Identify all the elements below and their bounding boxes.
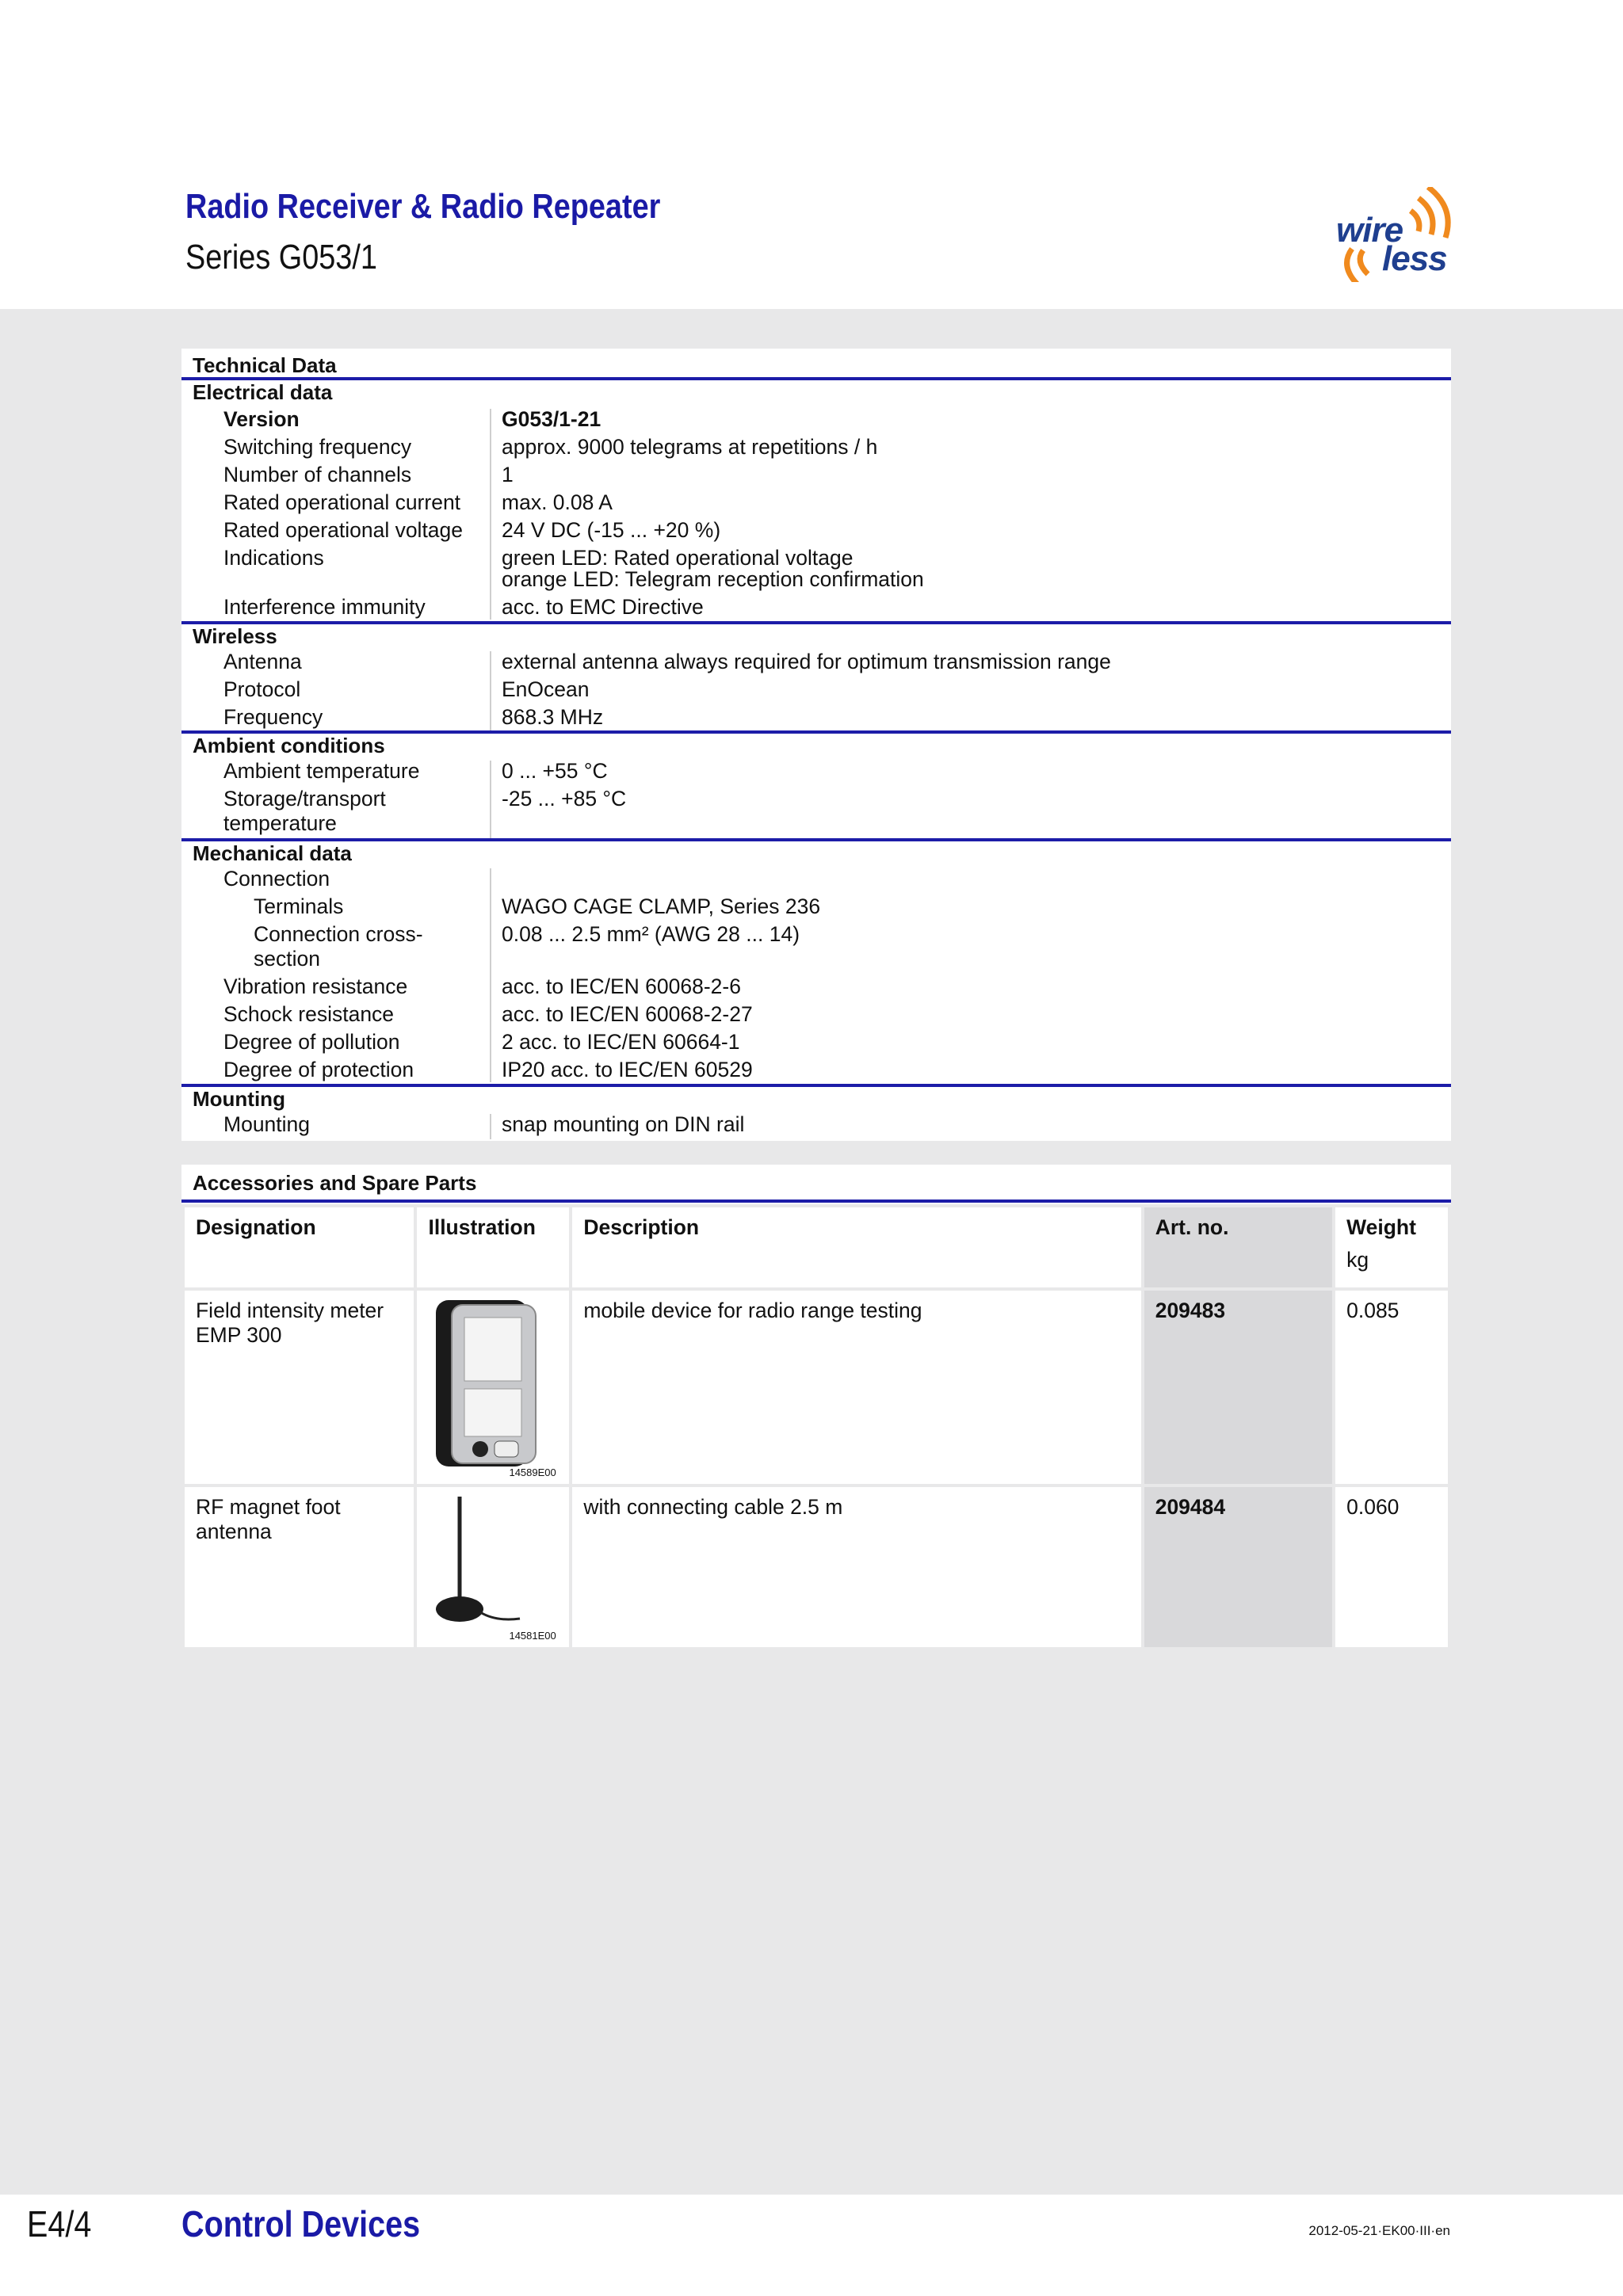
field-intensity-meter-image (425, 1294, 567, 1481)
value-degree-of-pollution: 2 acc. to IEC/EN 60664-1 (502, 1030, 740, 1054)
label-mounting: Mounting (223, 1112, 311, 1136)
accessories-table (181, 1204, 1451, 1650)
cell-designation (183, 1289, 415, 1486)
designation-line2: EMP 300 (196, 1323, 282, 1347)
value-antenna: external antenna always required for optimum transmission range (502, 650, 1111, 673)
table-row (183, 1486, 1449, 1649)
technical-data-heading: Technical Data (193, 353, 337, 377)
label-number-of-channels: Number of channels (223, 463, 412, 486)
label-terminals: Terminals (254, 894, 344, 918)
label-degree-of-pollution: Degree of pollution (223, 1030, 400, 1054)
col-weight-unit: kg (1346, 1248, 1369, 1272)
label-version: Version (223, 407, 300, 431)
value-protocol: EnOcean (502, 677, 590, 701)
col-designation: Designation (183, 1206, 415, 1289)
value-version: G053/1-21 (502, 407, 601, 431)
col-weight-label: Weight (1346, 1215, 1416, 1239)
column-divider (490, 761, 491, 840)
section-ambient-conditions: Ambient conditions (193, 734, 385, 757)
value-degree-of-protection: IP20 acc. to IEC/EN 60529 (502, 1058, 753, 1081)
value-number-of-channels: 1 (502, 463, 514, 486)
value-rated-current: max. 0.08 A (502, 490, 613, 514)
section-wireless: Wireless (193, 624, 277, 648)
divider (181, 1199, 1451, 1203)
cell-art-no: 209483 (1143, 1289, 1334, 1486)
col-illustration: Illustration (415, 1206, 571, 1289)
column-divider (490, 868, 491, 1082)
cell-designation (183, 1486, 415, 1649)
designation-line2: antenna (196, 1520, 272, 1543)
column-divider (490, 1114, 491, 1139)
col-art-no: Art. no. (1143, 1206, 1334, 1289)
designation-line1: Field intensity meter (196, 1299, 384, 1322)
page-number: E4/4 (27, 2203, 92, 2245)
logo-text-wire: wire (1336, 211, 1403, 250)
table-row (183, 1289, 1449, 1486)
label-frequency: Frequency (223, 705, 323, 729)
page-title: Radio Receiver & Radio Repeater (185, 187, 661, 226)
label-switching-frequency: Switching frequency (223, 435, 412, 459)
cell-weight: 0.085 (1334, 1289, 1449, 1486)
label-antenna: Antenna (223, 650, 302, 673)
label-protocol: Protocol (223, 677, 301, 701)
value-switching-frequency: approx. 9000 telegrams at repetitions / h (502, 435, 878, 459)
label-interference-immunity: Interference immunity (223, 595, 426, 619)
page-subtitle: Series G053/1 (185, 238, 377, 277)
column-divider (490, 651, 491, 730)
magnet-foot-antenna-image (425, 1490, 567, 1646)
table-header-row (183, 1206, 1449, 1289)
document-code: 2012-05-21·EK00·III·en (1308, 2223, 1450, 2238)
wireless-logo (1331, 187, 1458, 282)
value-frequency: 868.3 MHz (502, 705, 604, 729)
section-mounting: Mounting (193, 1087, 285, 1111)
value-connection-cross-section: 0.08 ... 2.5 mm² (AWG 28 ... 14) (502, 922, 800, 946)
cell-illustration (415, 1486, 571, 1649)
cell-description: mobile device for radio range testing (571, 1289, 1142, 1486)
col-weight (1334, 1206, 1449, 1289)
section-electrical-data: Electrical data (193, 380, 333, 404)
value-indications-orange: orange LED: Telegram reception confirmation (502, 567, 924, 591)
label-storage-transport: Storage/transport (223, 787, 386, 810)
value-vibration-resistance: acc. to IEC/EN 60068-2-6 (502, 974, 741, 998)
divider (181, 621, 1451, 624)
value-storage-transport: -25 ... +85 °C (502, 787, 627, 810)
col-description: Description (571, 1206, 1142, 1289)
label-vibration-resistance: Vibration resistance (223, 974, 408, 998)
cell-weight: 0.060 (1334, 1486, 1449, 1649)
cell-art-no: 209484 (1143, 1486, 1334, 1649)
divider (181, 838, 1451, 841)
label-connection: Connection (223, 867, 330, 891)
value-shock-resistance: acc. to IEC/EN 60068-2-27 (502, 1002, 753, 1026)
label-connection-cross-section: Connection cross- (254, 922, 423, 946)
cell-illustration (415, 1289, 571, 1486)
logo-text-less: less (1382, 239, 1447, 278)
divider (181, 1084, 1451, 1087)
designation-line1: RF magnet foot (196, 1495, 341, 1519)
label-indications: Indications (223, 546, 324, 570)
label-shock-resistance: Schock resistance (223, 1002, 395, 1026)
accessories-heading: Accessories and Spare Parts (193, 1171, 477, 1195)
value-mounting: snap mounting on DIN rail (502, 1112, 745, 1136)
image-code: 14589E00 (509, 1466, 556, 1478)
label-rated-voltage: Rated operational voltage (223, 518, 464, 542)
value-interference-immunity: acc. to EMC Directive (502, 595, 704, 619)
footer-title: Control Devices (181, 2203, 421, 2245)
value-ambient-temperature: 0 ... +55 °C (502, 759, 608, 783)
label-rated-current: Rated operational current (223, 490, 461, 514)
section-mechanical-data: Mechanical data (193, 841, 352, 865)
value-terminals: WAGO CAGE CLAMP, Series 236 (502, 894, 821, 918)
value-rated-voltage: 24 V DC (-15 ... +20 %) (502, 518, 721, 542)
column-divider (490, 409, 491, 620)
cell-description: with connecting cable 2.5 m (571, 1486, 1142, 1649)
value-indications-green: green LED: Rated operational voltage (502, 546, 854, 570)
label-degree-of-protection: Degree of protection (223, 1058, 414, 1081)
label-storage-transport-cont: temperature (223, 811, 337, 835)
label-connection-cross-section-cont: section (254, 947, 320, 971)
label-ambient-temperature: Ambient temperature (223, 759, 420, 783)
image-code: 14581E00 (509, 1630, 556, 1642)
divider (181, 377, 1451, 380)
